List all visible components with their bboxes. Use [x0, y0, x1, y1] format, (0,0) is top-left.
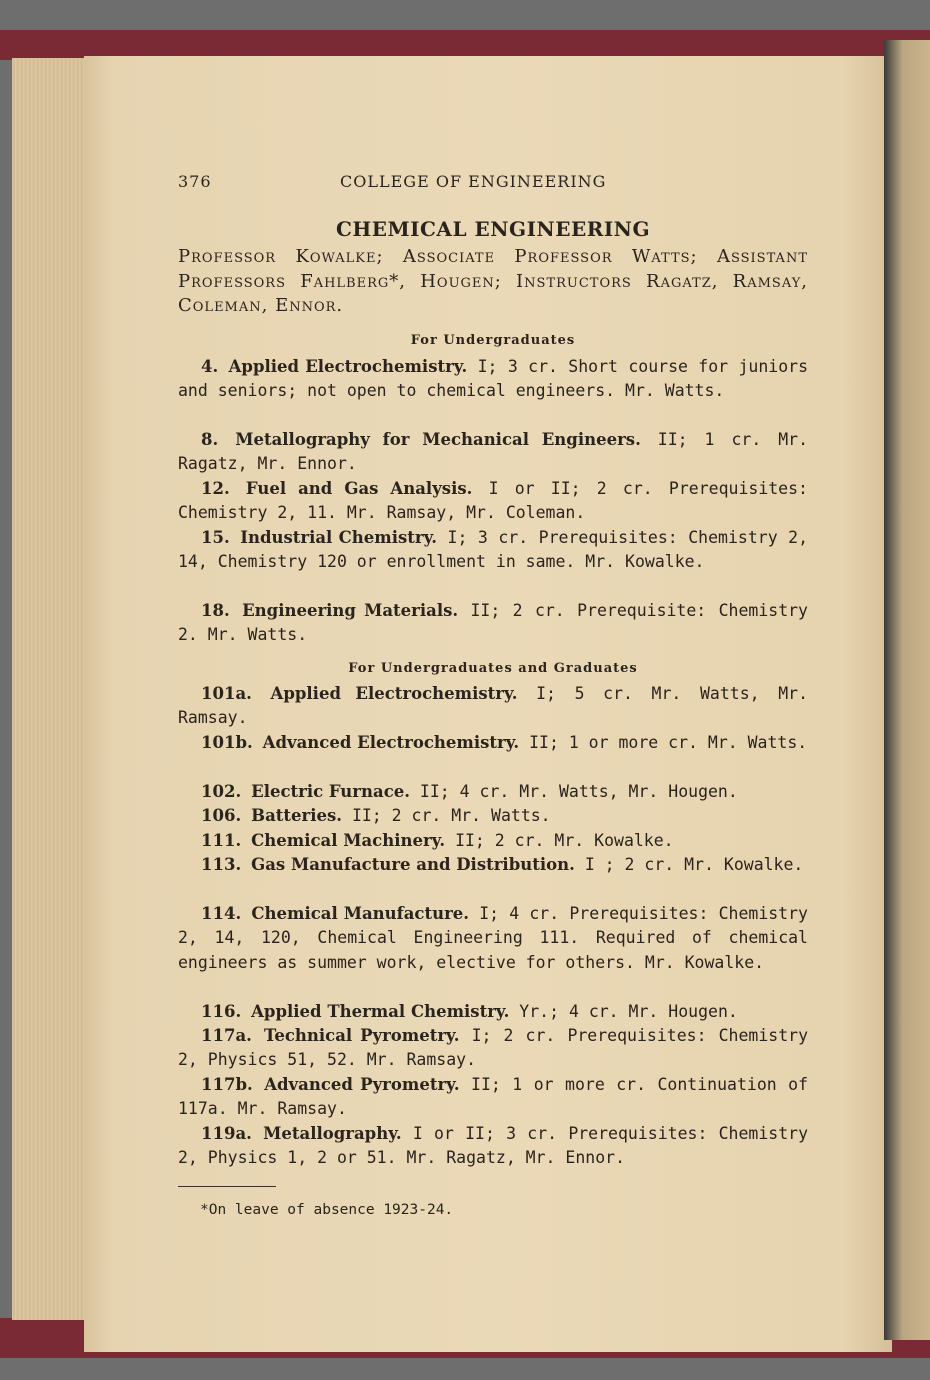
course-description: II; 1 or more cr. Continuation of 117a. Mr. Ramsay.: [178, 1075, 809, 1119]
course-number: 106.: [201, 806, 242, 825]
course-description: I; 3 cr. Short course for juniors and seniors; not open to chemical engineers. Mr. Watts.: [178, 357, 809, 401]
course-title: Applied Electrochemistry.: [228, 357, 468, 376]
course-title: Technical Pyrometry.: [263, 1026, 460, 1045]
course-description: I or II; 2 cr. Prerequisites: Chemistry 2, 11. Mr. Ramsay, Mr. Coleman.: [178, 479, 808, 523]
course-description: II; 2 cr. Mr. Kowalke.: [455, 831, 674, 850]
course-title: Chemical Manufacture.: [251, 904, 470, 923]
footnote: *On leave of absence 1923-24.: [200, 1202, 454, 1218]
course-number: 101b.: [201, 733, 253, 752]
course-title: Metallography.: [263, 1124, 402, 1143]
course-title: Chemical Machinery.: [251, 831, 446, 850]
page-number: 376: [178, 172, 212, 191]
course-title: Advanced Electrochemistry.: [262, 733, 520, 752]
course-description: I; 3 cr. Prerequisites: Chemistry 2, 14, Chemistry 120 or enrollment in same. Mr. Kowalke.: [178, 528, 809, 572]
course-entry: [178, 477, 808, 526]
course-number: 116.: [201, 1002, 242, 1021]
course-title: Batteries.: [251, 806, 342, 825]
course-title: Engineering Materials.: [242, 601, 459, 620]
course-description: II; 2 cr. Mr. Watts.: [351, 806, 551, 825]
course-entry: [178, 902, 808, 975]
course-title: Applied Electrochemistry.: [270, 684, 518, 703]
course-title: Industrial Chemistry.: [240, 528, 438, 547]
course-entry: [178, 731, 808, 755]
footnote-rule: [178, 1186, 276, 1187]
running-head: COLLEGE OF ENGINEERING: [340, 172, 607, 191]
course-number: 4.: [201, 357, 219, 376]
course-title: Fuel and Gas Analysis.: [245, 479, 473, 498]
course-number: 117a.: [201, 1026, 252, 1045]
course-description: Yr.; 4 cr. Mr. Hougen.: [519, 1002, 738, 1021]
course-entry: [178, 1073, 808, 1122]
course-description: I; 5 cr. Mr. Watts, Mr. Ramsay.: [178, 684, 809, 728]
course-number: 101a.: [201, 684, 252, 703]
course-number: 111.: [201, 831, 242, 850]
course-number: 117b.: [201, 1075, 253, 1094]
course-number: 119a.: [201, 1124, 252, 1143]
course-entry: [178, 428, 808, 477]
course-title: Gas Manufacture and Distribution.: [251, 855, 575, 874]
department-title: CHEMICAL ENGINEERING: [335, 217, 651, 241]
section-heading-undergraduates-and-graduates: For Undergraduates and Graduates: [348, 661, 638, 676]
course-number: 8.: [201, 430, 219, 449]
course-description: I or II; 3 cr. Prerequisites: Chemistry 2, Physics 1, 2 or 51. Mr. Ragatz, Mr. Ennor.: [178, 1124, 809, 1168]
course-title: Applied Thermal Chemistry.: [251, 1002, 510, 1021]
course-entry: [178, 829, 808, 853]
course-entry: [178, 1122, 808, 1171]
course-description: I; 2 cr. Prerequisites: Chemistry 2, Physics 51, 52. Mr. Ramsay.: [178, 1026, 809, 1070]
course-entry: [178, 682, 808, 731]
page-stack-edges: [12, 58, 86, 1320]
course-number: 15.: [201, 528, 230, 547]
course-number: 18.: [201, 601, 230, 620]
course-entry: [178, 804, 808, 828]
course-description: II; 1 or more cr. Mr. Watts.: [529, 733, 808, 752]
course-title: Advanced Pyrometry.: [264, 1075, 460, 1094]
course-description: I; 4 cr. Prerequisites: Chemistry 2, 14, 120, Chemical Engineering 111. Required of chemical engineers as summer work, elective for others. Mr. Kowalke.: [178, 904, 808, 972]
course-description: II; 2 cr. Prerequisite: Chemistry 2. Mr. Watts.: [178, 601, 808, 645]
course-description: II; 1 cr. Mr. Ragatz, Mr. Ennor.: [178, 430, 809, 474]
section-heading-undergraduates: For Undergraduates: [410, 333, 576, 348]
course-number: 12.: [201, 479, 230, 498]
course-entry: [178, 599, 808, 648]
course-number: 113.: [201, 855, 242, 874]
course-entry: [178, 355, 808, 404]
course-description: I ; 2 cr. Mr. Kowalke.: [584, 855, 804, 874]
course-number: 114.: [201, 904, 242, 923]
course-entry: [178, 526, 808, 575]
course-entry: [178, 780, 808, 804]
course-title: Electric Furnace.: [251, 782, 410, 801]
course-entry: [178, 1024, 808, 1073]
course-entry: [178, 1000, 808, 1024]
course-description: II; 4 cr. Mr. Watts, Mr. Hougen.: [419, 782, 738, 801]
course-entry: [178, 853, 808, 877]
course-title: Metallography for Mechanical Engineers.: [235, 430, 641, 449]
course-number: 102.: [201, 782, 242, 801]
faculty-list: Professor Kowalke; Associate Professor Watts; Assistant Professors Fahlberg*, Hougen; Instructors Ragatz, Ramsay, Coleman, Ennor.: [178, 246, 808, 316]
